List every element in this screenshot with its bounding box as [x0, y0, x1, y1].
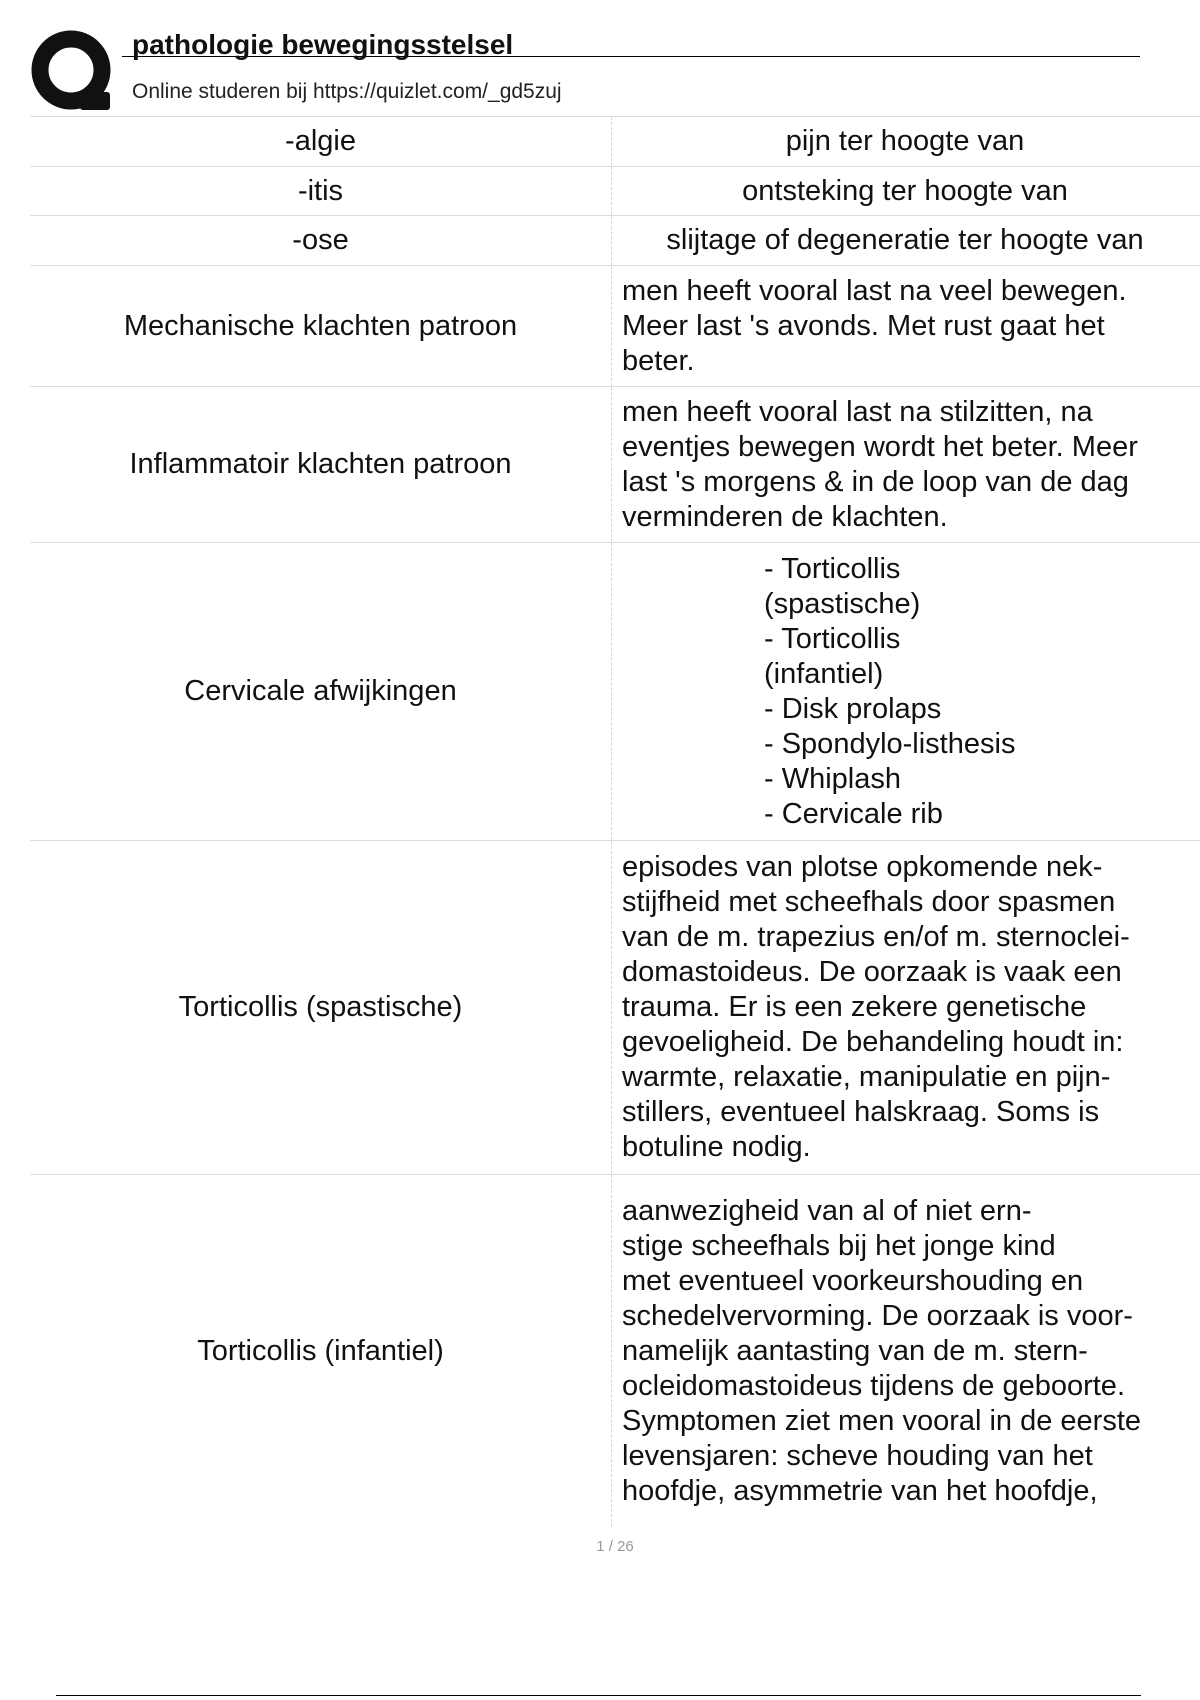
- card-definition: - Torticollis (spastische) - Torticollis (infantiel) - Disk prolaps - Spondylo-listhesis - Whiplash - Cervicale rib: [764, 552, 1016, 830]
- card-term: -itis: [30, 167, 612, 215]
- card-definition: aanwezigheid van al of niet ern- stige scheefhals bij het jonge kind met eventueel voorkeurshouding en schedelvervorming. De oorzaak is voor- namelijk aantasting van de m. stern- ocleidomastoideus tijdens de geboorte. Symptomen ziet men vooral in de eerste levensjaren: scheve houding van het hoofdje, asymmetrie van het hoofdje,: [622, 1194, 1142, 1507]
- card-term: -algie: [30, 117, 612, 166]
- footer-rule: [56, 1695, 1141, 1696]
- document-subtitle: Online studeren bij https://quizlet.com/_gd5zuj: [132, 80, 562, 103]
- table-row: [30, 1174, 1200, 1527]
- table-row: [30, 166, 1200, 215]
- page-number: 1 / 26: [596, 1538, 634, 1555]
- table-row: [30, 840, 1200, 1174]
- flashcard-table: [30, 116, 1200, 1527]
- card-definition: men heeft vooral last na stilzitten, na eventjes bewegen wordt het beter. Meer last 's morgens & in de loop van de dag verminderen de klachten.: [622, 395, 1138, 533]
- card-term: Cervicale afwijkingen: [30, 543, 612, 840]
- table-row: [30, 386, 1200, 542]
- card-definition: ontsteking ter hoogte van: [742, 174, 1068, 207]
- table-row: [30, 215, 1200, 265]
- card-definition: men heeft vooral last na veel bewegen. Meer last 's avonds. Met rust gaat het beter.: [622, 274, 1127, 377]
- table-row: [30, 265, 1200, 386]
- card-term: -ose: [30, 216, 612, 265]
- document-title: pathologie bewegingsstelsel: [132, 29, 514, 60]
- card-definition: pijn ter hoogte van: [785, 125, 1025, 157]
- card-term: Inflammatoir klachten patroon: [30, 387, 612, 542]
- card-term: Mechanische klachten patroon: [30, 266, 612, 386]
- table-row: [30, 542, 1200, 840]
- table-row: [30, 116, 1200, 166]
- card-definition: slijtage of degeneratie ter hoogte van: [666, 224, 1144, 256]
- card-term: Torticollis (spastische): [30, 841, 612, 1174]
- card-term: Torticollis (infantiel): [30, 1175, 612, 1527]
- card-definition: episodes van plotse opkomende nek- stijfheid met scheefhals door spasmen van de m. trapezius en/of m. sternoclei- domastoideus. De oorzaak is vaak een trauma. Er is een zekere genetische gevoeligheid. De behandeling houdt in: warmte, relaxatie, manipulatie en pijn- stillers, eventueel halskraag. Soms is botuline nodig.: [622, 851, 1130, 1163]
- quizlet-logo-icon: [30, 30, 112, 116]
